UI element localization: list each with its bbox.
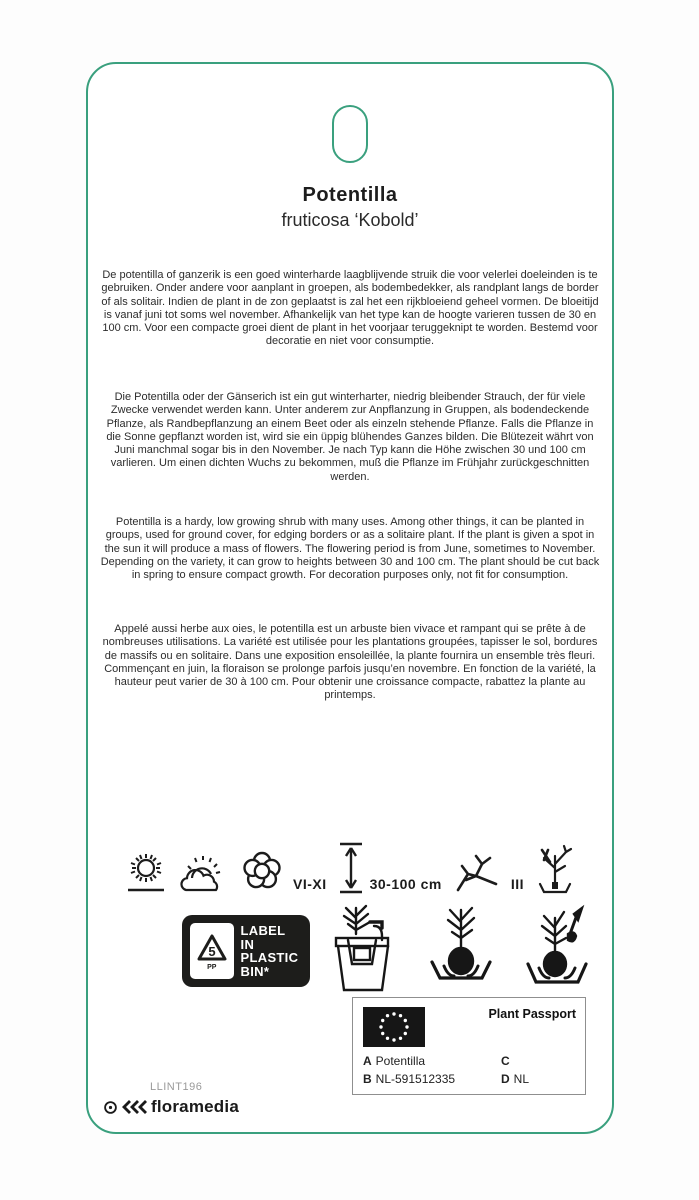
backfill-and-firm-icon <box>522 904 596 996</box>
label-in-plastic-bin-badge <box>182 915 310 987</box>
passport-field-a: A Potentilla <box>363 1054 426 1068</box>
eu-flag-icon <box>363 1007 425 1047</box>
svg-text:5: 5 <box>208 943 216 959</box>
care-symbols-row <box>88 826 612 898</box>
material-code-label: PP <box>207 963 217 971</box>
print-code: LLINT196 <box>150 1081 203 1093</box>
plant-height <box>337 840 442 898</box>
planting-instructions-row <box>326 904 596 996</box>
passport-field-b: B NL-591512335 <box>363 1072 456 1086</box>
pruning-months-label: III <box>510 876 524 892</box>
full-sun-icon <box>124 848 168 898</box>
plant-label-card <box>86 62 614 1134</box>
half-shade-icon <box>178 848 226 898</box>
brand-name: floramedia <box>151 1097 239 1116</box>
plant-rootball-in-hole-icon <box>426 904 496 996</box>
plant-genus-title: Potentilla <box>302 184 398 206</box>
plant-variety-subtitle: fruticosa ‘Kobold’ <box>281 210 419 230</box>
description-english: Potentilla is a hardy, low growing shrub with many uses. Among other things, it can be planted in groups, used for ground cover, for edging borders or as a solitaire plant. If the plant is given a spot in the sun it will produce a mass of flowers. The flowering period is from June, sometimes to November. Depending on the variety, it can grow to heights between 30 and 100 cm. The plant should be cut back in spring to ensure compact growth. For decoration purposes only, not fit for consumption. <box>100 516 600 582</box>
height-range-label: 30-100 cm <box>369 876 442 892</box>
description-german: Die Potentilla oder der Gänserich ist ein gut winterharter, niedrig bleibender Strauch, der für viele Zwecke verwendet werden kann. Unter anderem zur Anpflanzung in Gruppen, als bodendeckende Pflanze, als Randbepflanzung an einem Beet oder als einzeln stehende Pflanze. Falls die Pflanze in die Sonne gepflanzt worden ist, wird sie ein üppig blühendes Ganzes bilden. Die Blütezeit währt von Juni manchmal sogar bis in den November. Je nach Typ kann die Höhe zwischen 30 und 100 cm varlieren. Um einen dichten Wuchs zu bekommen, muß die Pflanze im Frühjahr zurückgeschnitten werden. <box>106 391 594 483</box>
plant-passport-box <box>352 997 586 1095</box>
floramedia-logo <box>104 1097 239 1117</box>
badge-text: LABEL IN PLASTIC BIN* <box>240 923 299 979</box>
hang-hole <box>332 105 368 163</box>
description-french: Appelé aussi herbe aux oies, le potentilla est un arbuste bien vivace et rampant qui se prête à de nombreuses utilisations. La variété est utilisée pour les plantations groupées, tapisser le sol, bordures de massifs ou en solitaire. Dans une exposition ensoleillée, la plante fournira un ensemble très fleuri. Commençant en juin, la floraison se prolonge parfois jusqu’en novembre. En fonction de la variété, la hauteur peut varier de 30 à 100 cm. Pour obtenir une croissance compacte, rabattez la plante au printemps. <box>102 623 598 702</box>
copyright-icon <box>104 1101 117 1114</box>
description-dutch: De potentilla of ganzerik is een goed winterharde laagblijvende struik die voor velerlei doeleinden is te gebruiken. Onder andere voor aanplant in groepen, als bodembedekker, als randplant langs de border of als solitair. Indien de plant in de zon geplaatst is zal het een rijkbloeiend geheel vormen. De bloeitijd is vanaf juni tot soms wel november. Afhankelijk van het type kan de hoogte varieren tussen de 30 en 100 cm. Voor een compacte groei dient de plant in het voorjaar teruggeknipt te worden. Bestemd voor decoratie en niet voor consumptie. <box>101 269 599 348</box>
passport-field-d: D NL <box>501 1072 530 1086</box>
passport-field-c: C <box>501 1054 510 1068</box>
pruning-period <box>452 846 524 898</box>
pruning-branch-icon <box>452 846 506 898</box>
soak-pot-in-bucket-icon <box>326 904 400 996</box>
passport-title: Plant Passport <box>488 1007 576 1021</box>
cut-back-plant-icon <box>534 842 576 898</box>
height-arrow-icon <box>337 840 365 898</box>
flower-icon <box>236 844 288 898</box>
floramedia-leaf-icon <box>121 1099 147 1115</box>
flowering-months-label: VI-XI <box>292 876 327 892</box>
recycling-pp5-icon <box>190 923 234 979</box>
flowering-period <box>236 844 327 898</box>
